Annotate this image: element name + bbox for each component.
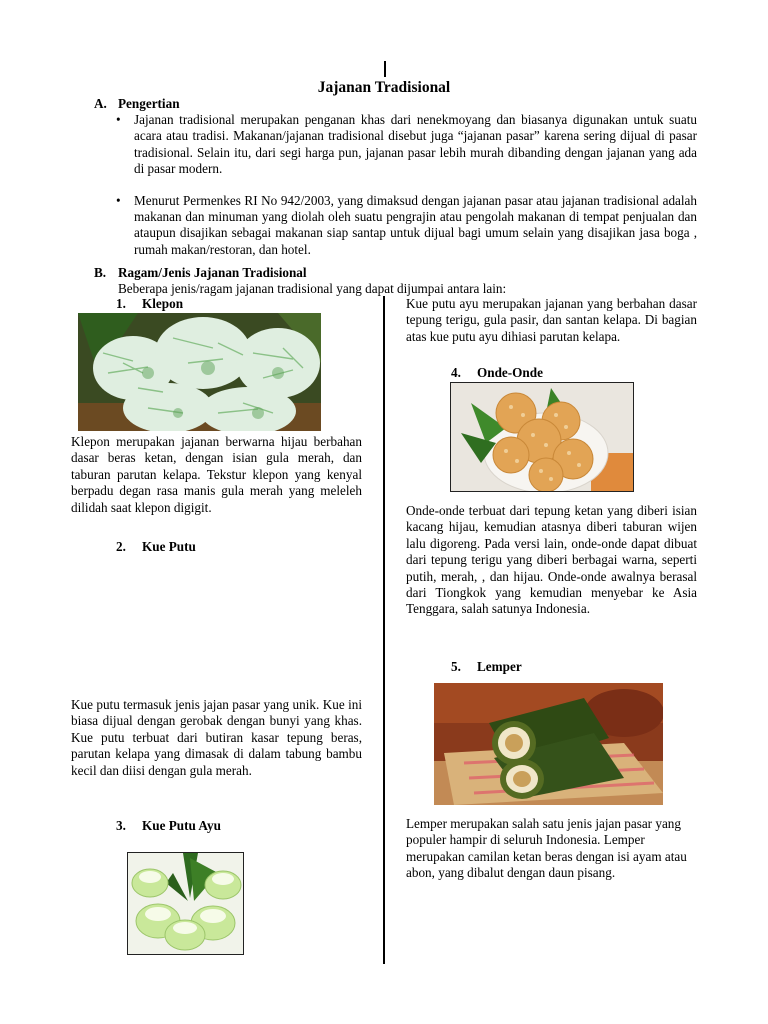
item-number: 1. <box>116 296 126 311</box>
item-onde-onde-description: Onde-onde terbuat dari tepung ketan yang diberi isian kacang hijau, kemudian atasnya diberi taburan wijen lalu digoreng. Pada versi lain, onde-onde dapat dibuat dari tepung terigu yang diberi berbagai warna, seperti putih, merah, , dan hijau. Onde-onde awalnya berasal dari Tiongkok yang kemudian menyebar ke Asia Tenggara, salah satunya Indonesia. <box>406 503 697 617</box>
section-a-bullets <box>116 112 697 258</box>
section-b-title: Ragam/Jenis Jajanan Tradisional <box>118 265 307 280</box>
item-name: Kue Putu <box>142 539 196 554</box>
section-a-heading <box>94 96 180 112</box>
item-number: 5. <box>451 659 461 674</box>
page-title: Jajanan Tradisional <box>317 79 451 96</box>
item-kue-putu-heading <box>116 539 196 555</box>
bullet-item: • Menurut Permenkes RI No 942/2003, yang dimaksud dengan jajanan pasar atau jajanan tradisional adalah makanan dan minuman yang diolah oleh suatu pengrajin atau pengolah makanan di tempat penjualan dan ataupun disajikan sebagai makanan siap santap untuk dijual bagi umum selain yang disajikan jasa boga , rumah makan/restoran, dan hotel. <box>116 193 697 259</box>
column-divider <box>383 296 385 964</box>
onde-onde-photo <box>450 382 634 492</box>
section-b-intro: Beberapa jenis/ragam jajanan tradisional yang dapat dijumpai antara lain: <box>118 281 507 296</box>
lemper-photo <box>434 683 663 805</box>
item-kue-putu-ayu-heading <box>116 818 221 834</box>
item-onde-onde-heading <box>451 365 543 381</box>
item-number: 4. <box>451 365 461 380</box>
item-name: Klepon <box>142 296 184 311</box>
item-lemper-heading <box>451 659 522 675</box>
item-kue-putu-ayu-description: Kue putu ayu merupakan jajanan yang berbahan dasar tepung terigu, gula pasir, dan santan kelapa. Di bagian atas kue putu ayu dihiasi parutan kelapa. <box>406 296 697 344</box>
text-cursor <box>384 61 386 77</box>
bullet-item: • Jajanan tradisional merupakan penganan khas dari nenekmoyang dan biasanya digunakan untuk suatu acara atau tradisi. Makanan/jajanan tradisional disebut juga “jajanan pasar” karena sering dijual di pasar tradisional. Selain itu, dari segi harga pun, jajanan pasar lebih murah dibanding dengan jajanan yang ada di pasar modern. <box>116 112 697 178</box>
section-a-letter: A. <box>94 96 107 111</box>
item-number: 3. <box>116 818 126 833</box>
item-name: Kue Putu Ayu <box>142 818 221 833</box>
section-b-heading <box>94 265 307 281</box>
kue-putu-ayu-photo <box>127 852 244 955</box>
item-klepon-description: Klepon merupakan jajanan berwarna hijau berbahan dasar beras ketan, dengan isian gula merah, dan taburan parutan kelapa. Tekstur klepon yang kenyal berpadu degan rasa manis gula merah yang meleleh dilidah saat klepon digigit. <box>71 434 362 515</box>
klepon-photo <box>78 313 321 431</box>
item-name: Lemper <box>477 659 522 674</box>
section-b-letter: B. <box>94 265 107 280</box>
item-klepon-heading <box>116 296 183 312</box>
item-kue-putu-description: Kue putu termasuk jenis jajan pasar yang unik. Kue ini biasa dijual dengan gerobak dengan bunyi yang khas. Kue putu terbuat dari butiran kasar tepung beras, parutan kelapa yang dimasak di dalam tabung bambu kecil dan diisi dengan gula merah. <box>71 697 362 778</box>
item-lemper-description: Lemper merupakan salah satu jenis jajan pasar yang populer hampir di seluruh Indonesia. Lemper merupakan camilan ketan beras dengan isi ayam atau abon, yang dibalut dengan daun pisang. <box>406 816 687 881</box>
item-name: Onde-Onde <box>477 365 543 380</box>
section-a-title: Pengertian <box>118 96 180 111</box>
item-number: 2. <box>116 539 126 554</box>
